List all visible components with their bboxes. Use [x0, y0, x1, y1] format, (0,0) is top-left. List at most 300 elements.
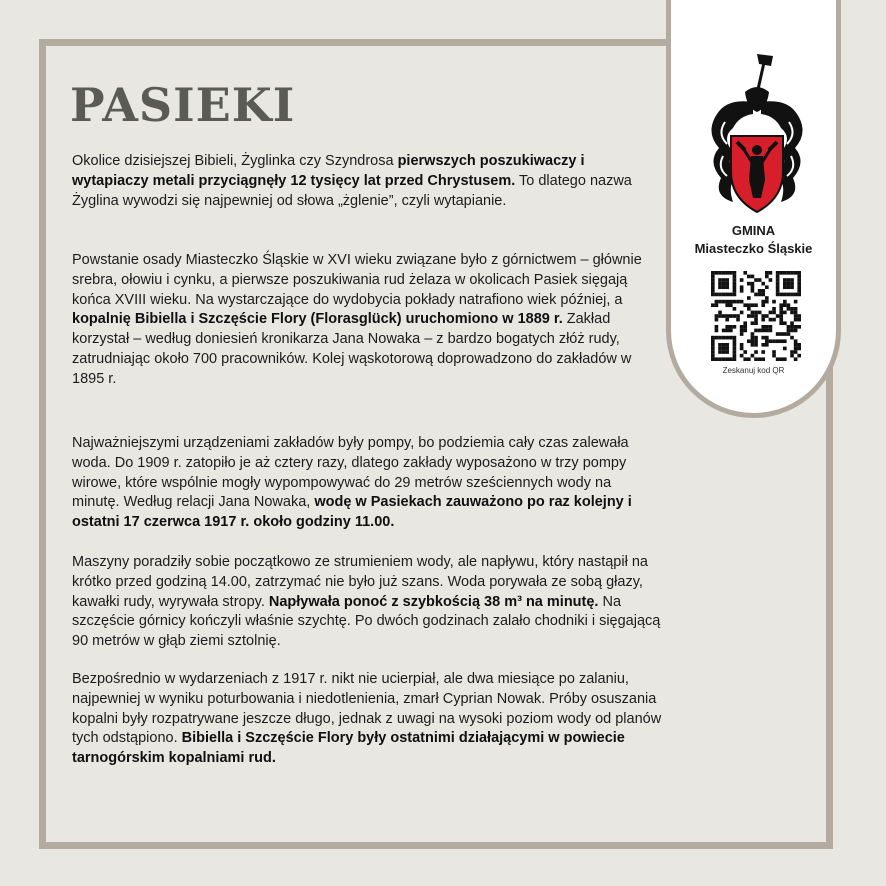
qr-module: [751, 343, 755, 347]
qr-module: [722, 300, 726, 304]
qr-module: [790, 293, 794, 297]
qr-module: [758, 278, 762, 282]
qr-module: [725, 314, 729, 318]
qr-module: [779, 332, 783, 336]
qr-module: [765, 271, 769, 275]
qr-module: [733, 314, 737, 318]
qr-module: [787, 307, 791, 311]
qr-module: [725, 271, 729, 275]
qr-module: [718, 300, 722, 304]
qr-module: [743, 271, 747, 275]
qr-module: [722, 329, 726, 333]
qr-module: [776, 314, 780, 318]
qr-module: [758, 357, 762, 361]
qr-module: [794, 339, 798, 343]
qr-module: [765, 325, 769, 329]
qr-module: [751, 339, 755, 343]
qr-module: [765, 285, 769, 289]
paragraph-1-text-a: Okolice dzisiejszej Bibieli, Żyglinka czy Szyndrosa: [72, 153, 398, 169]
paragraph-4-text-b: Na szczęście górnicy kończyli właśnie szychtę. Po dwóch godzinach zalało chodniki i sięgającą 90 metrów w głąb ziemi sztolnię.: [72, 593, 661, 650]
municipality-name-line-1: GMINA: [731, 223, 776, 238]
qr-module: [754, 314, 758, 318]
qr-module: [743, 321, 747, 325]
qr-module: [718, 314, 722, 318]
qr-module: [711, 303, 715, 307]
paragraph-4-text-a: Maszyny poradziły sobie początkowo ze strumieniem wody, ale napływu, który nastąpił na krótko przed godziną 14.00, zatrzymać nie było już szans. Woda porywała ze sobą głazy, kawałki rudy, wyrywała stropy.: [72, 554, 648, 610]
qr-module: [751, 275, 755, 279]
qr-module: [754, 350, 758, 354]
qr-module: [722, 293, 726, 297]
qr-module: [740, 325, 744, 329]
qr-module: [772, 300, 776, 304]
qr-module: [761, 293, 765, 297]
qr-module: [725, 325, 729, 329]
qr-module: [736, 300, 740, 304]
qr-module: [711, 293, 715, 297]
qr-module: [779, 303, 783, 307]
qr-module: [779, 339, 783, 343]
paragraph-4: [72, 553, 662, 652]
qr-module: [769, 278, 773, 282]
qr-module: [790, 336, 794, 340]
qr-module: [754, 293, 758, 297]
qr-module: [754, 357, 758, 361]
qr-module: [715, 318, 719, 322]
qr-module: [783, 321, 787, 325]
qr-module: [776, 285, 780, 289]
qr-module: [758, 289, 762, 293]
qr-module: [747, 303, 751, 307]
paragraph-2-text-b: Zakład korzystał – według doniesień kronikarza Jana Nowaka – z bardzo bogatych złóż rudy, zatrudniając około 700 pracowników. Kolej wąskotorową doprowadzono do zakładów w 1895 r.: [72, 311, 632, 387]
qr-module: [733, 271, 737, 275]
qr-module: [779, 318, 783, 322]
qr-module: [725, 318, 729, 322]
qr-module: [783, 271, 787, 275]
qr-module: [769, 339, 773, 343]
qr-module: [794, 307, 798, 311]
qr-module: [758, 329, 762, 333]
qr-module: [783, 293, 787, 297]
qr-module: [740, 311, 744, 315]
qr-module: [772, 307, 776, 311]
qr-module: [790, 307, 794, 311]
qr-module: [797, 278, 801, 282]
qr-module: [718, 357, 722, 361]
qr-module: [718, 278, 722, 282]
qr-module: [772, 311, 776, 315]
qr-module: [747, 307, 751, 311]
paragraph-2: [72, 251, 662, 390]
qr-module: [776, 282, 780, 286]
qr-module: [747, 282, 751, 286]
qr-module: [761, 357, 765, 361]
qr-module: [729, 325, 733, 329]
paragraph-5-text-a: Bezpośrednio w wydarzeniach z 1917 r. nikt nie ucierpiał, ale dwa miesiące po zalaniu, najpewniej w wyniku poturbowania i niedotlenienia, zmarł Cyprian Nowak. Próby osuszania kopalni były rozpatrywane jeszcze długo, jednak z uwagi na wysoki poziom wody od planów tych odstąpiono.: [72, 671, 662, 747]
qr-module: [797, 354, 801, 358]
qr-module: [747, 296, 751, 300]
qr-module: [797, 293, 801, 297]
qr-module: [761, 289, 765, 293]
qr-module: [797, 343, 801, 347]
qr-module: [783, 282, 787, 286]
qr-module: [725, 357, 729, 361]
qr-module: [722, 350, 726, 354]
qr-module: [722, 285, 726, 289]
qr-module: [783, 339, 787, 343]
qr-module: [797, 318, 801, 322]
qr-code-icon[interactable]: [711, 271, 801, 361]
qr-module: [772, 354, 776, 358]
qr-module: [761, 314, 765, 318]
qr-module: [761, 325, 765, 329]
qr-module: [754, 303, 758, 307]
qr-module: [787, 271, 791, 275]
qr-module: [761, 343, 765, 347]
paragraph-1-text-b: To dlatego nazwa Żyglina wywodzi się najpewniej od słowa „żglenie”, czyli wytapianie.: [72, 172, 632, 209]
qr-caption: Zeskanuj kod QR: [722, 366, 785, 375]
qr-module: [718, 282, 722, 286]
paragraph-5: [72, 670, 662, 769]
qr-module: [772, 339, 776, 343]
paragraph-1: [72, 152, 662, 211]
qr-module: [769, 325, 773, 329]
qr-module: [751, 354, 755, 358]
qr-module: [761, 350, 765, 354]
qr-module: [794, 311, 798, 315]
qr-module: [765, 336, 769, 340]
qr-module: [779, 314, 783, 318]
qr-module: [769, 271, 773, 275]
qr-module: [776, 357, 780, 361]
qr-module: [765, 275, 769, 279]
qr-module: [783, 332, 787, 336]
qr-module: [715, 357, 719, 361]
qr-module: [776, 332, 780, 336]
qr-module: [711, 343, 715, 347]
qr-module: [761, 303, 765, 307]
qr-module: [751, 289, 755, 293]
qr-module: [725, 336, 729, 340]
paragraph-2-text-a: Powstanie osady Miasteczko Śląskie w XVI wieku związane było z górnictwem – głównie srebra, ołowiu i cynku, a pierwsze poszukiwania rud żelaza w okolicach Pasiek sięgają końca XVIII wieku. Na wystarczające do wydobycia pokłady natrafiono wiek później, a: [72, 252, 642, 308]
qr-module: [769, 318, 773, 322]
qr-module: [790, 350, 794, 354]
qr-module: [790, 271, 794, 275]
crest-axe-head: [757, 54, 773, 66]
paragraph-3-bold: wodę w Pasiekach zauważono po raz kolejny i ostatni 17 czerwca 1917 r. około godziny 11.00.: [72, 494, 632, 531]
qr-module: [779, 357, 783, 361]
qr-module: [794, 343, 798, 347]
qr-module: [743, 350, 747, 354]
qr-module: [787, 325, 791, 329]
qr-module: [729, 329, 733, 333]
qr-module: [733, 307, 737, 311]
qr-module: [787, 332, 791, 336]
qr-module: [794, 271, 798, 275]
qr-module: [740, 329, 744, 333]
qr-module: [725, 347, 729, 351]
qr-module: [733, 347, 737, 351]
qr-module: [761, 300, 765, 304]
qr-module: [776, 289, 780, 293]
qr-module: [747, 275, 751, 279]
qr-module: [747, 339, 751, 343]
qr-module: [718, 343, 722, 347]
qr-module: [729, 314, 733, 318]
qr-module: [747, 314, 751, 318]
qr-module: [733, 300, 737, 304]
qr-module: [747, 357, 751, 361]
qr-module: [783, 285, 787, 289]
qr-module: [776, 271, 780, 275]
qr-module: [711, 282, 715, 286]
qr-module: [715, 271, 719, 275]
paragraph-2-bold: kopalnię Bibiella i Szczęście Flory (Florasglück) uruchomiono w 1889 r.: [72, 311, 563, 328]
qr-module: [754, 336, 758, 340]
qr-module: [711, 289, 715, 293]
municipality-name: [671, 222, 836, 258]
qr-module: [794, 350, 798, 354]
qr-module: [758, 311, 762, 315]
qr-module: [794, 357, 798, 361]
qr-module: [733, 350, 737, 354]
qr-module: [711, 350, 715, 354]
qr-module: [790, 325, 794, 329]
qr-module: [711, 285, 715, 289]
qr-module: [715, 293, 719, 297]
paragraph-1-bold: pierwszych poszukiwaczy i wytapiaczy metali przyciągnęły 12 tysięcy lat przed Chrystusem.: [72, 153, 585, 189]
qr-module: [751, 285, 755, 289]
qr-module: [769, 329, 773, 333]
qr-module: [736, 318, 740, 322]
qr-module: [715, 336, 719, 340]
qr-module: [754, 339, 758, 343]
qr-module: [754, 318, 758, 322]
qr-module: [765, 339, 769, 343]
qr-module: [787, 282, 791, 286]
qr-module: [718, 347, 722, 351]
qr-module: [715, 314, 719, 318]
qr-module: [790, 278, 794, 282]
paragraph-3-text-a: Najważniejszymi urządzeniami zakładów były pompy, bo podziemia cały czas zalewała woda. Do 1909 r. zatopiło je aż cztery razy, dlatego zakłady wyposażono w trzy pompy wirowe, które wspólnie mogły wypompowywać do 29 metrów sześciennych wody na minutę. Według relacji Jana Nowaka,: [72, 435, 629, 511]
qr-module: [761, 329, 765, 333]
qr-module: [740, 347, 744, 351]
qr-module: [776, 275, 780, 279]
qr-module: [754, 343, 758, 347]
qr-module: [711, 347, 715, 351]
qr-module: [740, 278, 744, 282]
qr-module: [783, 311, 787, 315]
qr-module: [765, 300, 769, 304]
qr-module: [722, 343, 726, 347]
qr-module: [790, 311, 794, 315]
qr-module: [765, 314, 769, 318]
qr-module: [779, 271, 783, 275]
qr-module: [725, 293, 729, 297]
qr-module: [790, 285, 794, 289]
qr-module: [797, 289, 801, 293]
qr-module: [729, 357, 733, 361]
paragraph-5-bold: Bibiella i Szczęście Flory były ostatnimi działającymi w powiecie tarnogórskim kopalniami rud.: [72, 730, 625, 767]
qr-module: [779, 311, 783, 315]
qr-module: [722, 271, 726, 275]
qr-module: [797, 314, 801, 318]
coat-of-arms-icon: [697, 52, 817, 224]
qr-module: [743, 325, 747, 329]
qr-module: [794, 329, 798, 333]
qr-module: [722, 357, 726, 361]
qr-module: [722, 314, 726, 318]
qr-module: [740, 285, 744, 289]
qr-module: [794, 293, 798, 297]
qr-module: [790, 282, 794, 286]
paragraph-3: [72, 434, 662, 533]
qr-module: [711, 278, 715, 282]
qr-module: [783, 303, 787, 307]
qr-module: [779, 293, 783, 297]
qr-module: [729, 300, 733, 304]
qr-module: [751, 332, 755, 336]
municipality-name-line-2: Miasteczko Śląskie: [694, 241, 813, 256]
qr-module: [722, 336, 726, 340]
qr-module: [725, 303, 729, 307]
qr-module: [776, 278, 780, 282]
qr-module: [751, 336, 755, 340]
qr-module: [722, 278, 726, 282]
qr-module: [751, 314, 755, 318]
qr-module: [772, 350, 776, 354]
qr-module: [733, 336, 737, 340]
qr-module: [751, 303, 755, 307]
qr-module: [743, 303, 747, 307]
qr-module: [740, 354, 744, 358]
qr-module: [758, 293, 762, 297]
qr-module: [761, 318, 765, 322]
qr-module: [711, 357, 715, 361]
qr-module: [733, 278, 737, 282]
qr-module: [725, 329, 729, 333]
qr-module: [733, 343, 737, 347]
qr-module: [797, 285, 801, 289]
qr-module: [751, 282, 755, 286]
crest-figure-head: [752, 145, 762, 155]
qr-module: [718, 293, 722, 297]
qr-module: [722, 347, 726, 351]
qr-module: [761, 282, 765, 286]
qr-module: [787, 285, 791, 289]
qr-module: [765, 329, 769, 333]
qr-module: [779, 307, 783, 311]
qr-module: [725, 278, 729, 282]
qr-module: [797, 271, 801, 275]
qr-module: [711, 275, 715, 279]
qr-module: [715, 329, 719, 333]
qr-module: [740, 289, 744, 293]
qr-module: [740, 343, 744, 347]
qr-module: [725, 282, 729, 286]
page-title: PASIEKI: [70, 78, 296, 132]
qr-module: [740, 300, 744, 304]
qr-module: [776, 339, 780, 343]
qr-module: [783, 278, 787, 282]
qr-module: [794, 325, 798, 329]
qr-module: [733, 357, 737, 361]
qr-module: [718, 285, 722, 289]
qr-module: [733, 293, 737, 297]
qr-module: [783, 357, 787, 361]
qr-module: [783, 347, 787, 351]
qr-module: [711, 339, 715, 343]
qr-module: [718, 336, 722, 340]
qr-module: [797, 347, 801, 351]
qr-module: [729, 303, 733, 307]
qr-module: [718, 271, 722, 275]
qr-module: [711, 336, 715, 340]
qr-module: [790, 354, 794, 358]
qr-module: [769, 311, 773, 315]
qr-module: [729, 271, 733, 275]
qr-module: [711, 354, 715, 358]
qr-module: [754, 311, 758, 315]
qr-module: [787, 293, 791, 297]
qr-module: [794, 347, 798, 351]
qr-module: [790, 321, 794, 325]
qr-module: [733, 285, 737, 289]
qr-module: [736, 314, 740, 318]
qr-module: [797, 275, 801, 279]
qr-module: [779, 321, 783, 325]
qr-module: [715, 303, 719, 307]
qr-module: [776, 293, 780, 297]
qr-module: [751, 311, 755, 315]
qr-module: [754, 329, 758, 333]
qr-module: [718, 350, 722, 354]
qr-module: [740, 332, 744, 336]
qr-module: [794, 300, 798, 304]
qr-module: [733, 339, 737, 343]
qr-module: [718, 311, 722, 315]
qr-module: [743, 357, 747, 361]
qr-module: [733, 325, 737, 329]
qr-module: [733, 275, 737, 279]
qr-module: [751, 321, 755, 325]
qr-module: [725, 300, 729, 304]
qr-module: [790, 329, 794, 333]
qr-module: [765, 296, 769, 300]
qr-module: [725, 285, 729, 289]
qr-module: [729, 336, 733, 340]
qr-module: [733, 289, 737, 293]
qr-module: [725, 350, 729, 354]
qr-module: [733, 354, 737, 358]
qr-module: [725, 343, 729, 347]
qr-module: [722, 282, 726, 286]
qr-module: [794, 318, 798, 322]
qr-module: [787, 278, 791, 282]
qr-module: [794, 314, 798, 318]
qr-module: [711, 271, 715, 275]
qr-module: [761, 336, 765, 340]
qr-module: [783, 300, 787, 304]
qr-module: [765, 343, 769, 347]
qr-module: [729, 293, 733, 297]
qr-module: [787, 329, 791, 333]
qr-module: [743, 329, 747, 333]
qr-module: [715, 325, 719, 329]
qr-module: [733, 282, 737, 286]
qr-module: [797, 282, 801, 286]
qr-module: [787, 303, 791, 307]
qr-module: [797, 325, 801, 329]
